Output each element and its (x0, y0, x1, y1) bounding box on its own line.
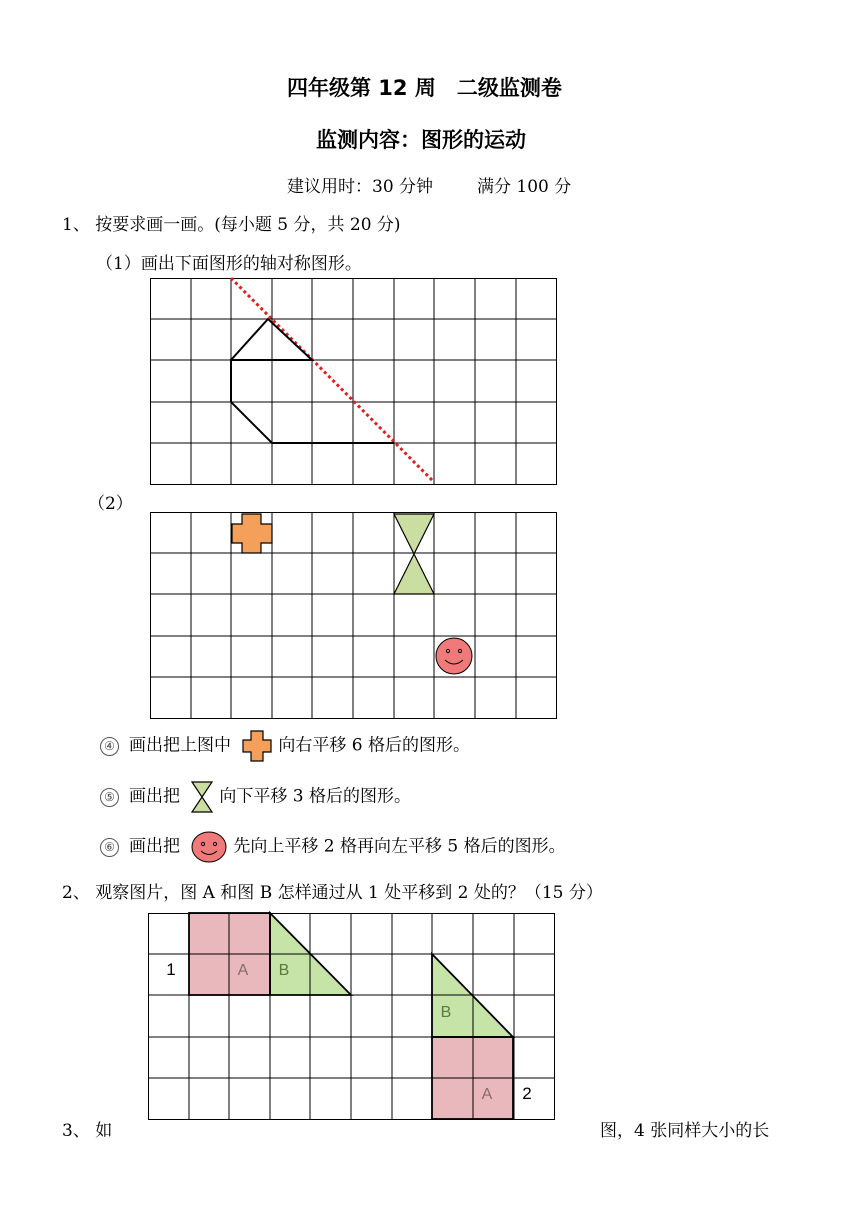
shape-b-label-start: B (278, 962, 290, 979)
item-number: ④ (100, 737, 119, 756)
item-number: ⑥ (100, 838, 119, 857)
q1-item-4 (100, 730, 470, 762)
smiley-icon (191, 830, 227, 864)
q2-heading: 2、 观察图片，图 A 和图 B 怎样通过从 1 处平移到 2 处的？（15 分） (62, 883, 603, 903)
grid-lines (150, 278, 557, 485)
score-label: 满分 100 分 (477, 177, 572, 197)
shape-b-label-end: B (440, 1004, 452, 1021)
position-label-2: 2 (522, 1084, 532, 1103)
item-text-after: 向下平移 3 格后的图形。 (219, 786, 412, 807)
q3-prefix: 3、 如 (62, 1121, 113, 1141)
cross-icon (242, 730, 272, 762)
shape-a-label-start: A (237, 962, 249, 979)
symmetry-grid (150, 278, 558, 486)
item-text-after: 先向上平移 2 格再向左平移 5 格后的图形。 (233, 836, 566, 857)
page-subtitle: 监测内容：图形的运动 (316, 128, 526, 152)
item-number: ⑤ (100, 788, 119, 807)
item-text-before: 画出把 (129, 786, 180, 807)
position-label-1: 1 (166, 960, 176, 979)
q1-part2-label: （2） (88, 494, 133, 514)
cross-shape (232, 514, 272, 553)
q2-grid (148, 913, 556, 1123)
smiley-shape (436, 638, 472, 674)
grid-lines (150, 512, 557, 719)
q1-item-5 (100, 781, 411, 813)
item-text-after: 向右平移 6 格后的图形。 (278, 735, 471, 756)
hourglass-icon (191, 781, 213, 813)
translation-grid (150, 512, 558, 720)
q1-item-6 (100, 830, 566, 864)
page-title: 四年级第 12 周 二级监测卷 (287, 76, 562, 100)
hourglass-shape (394, 514, 434, 594)
q1-heading: 1、 按要求画一画。(每小题 5 分，共 20 分) (62, 215, 401, 235)
q3-suffix: 图，4 张同样大小的长 (600, 1121, 770, 1141)
item-text-before: 画出把上图中 (129, 735, 231, 756)
symmetry-axis (231, 278, 434, 482)
item-text-before: 画出把 (129, 836, 180, 857)
shape-a-label-end: A (481, 1086, 493, 1103)
time-label: 建议用时：30 分钟 (287, 177, 434, 197)
q1-part1-label: （1）画出下面图形的轴对称图形。 (96, 254, 362, 274)
